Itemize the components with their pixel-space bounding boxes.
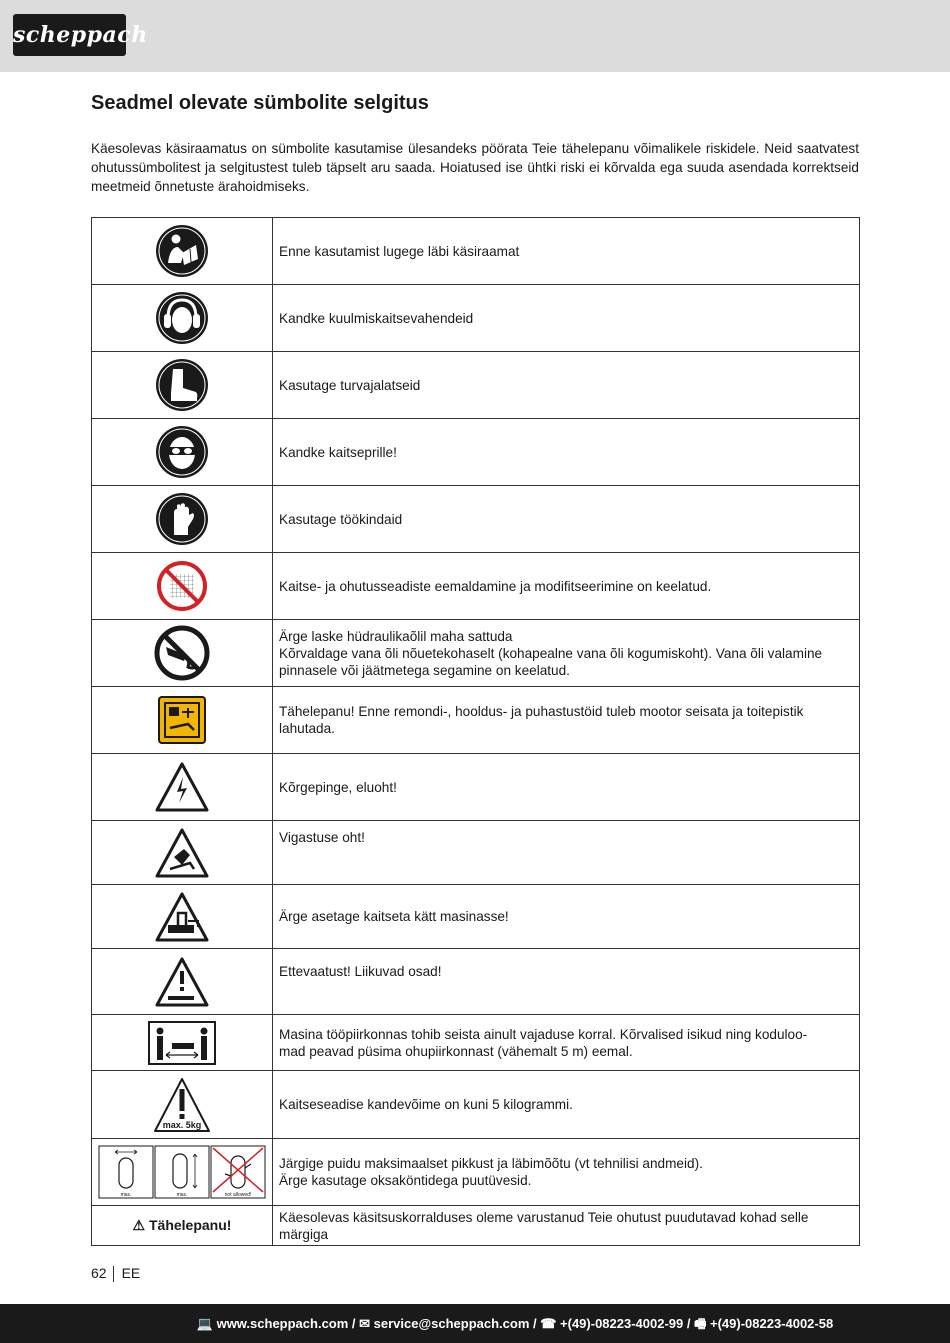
table-row	[92, 352, 860, 419]
row-description: Kandke kuulmiskaitsevahendeid	[273, 285, 860, 352]
page-title: Seadmel olevate sümbolite selgitus	[91, 92, 429, 114]
safety-boots-icon	[92, 352, 273, 419]
moving-parts-icon	[92, 949, 273, 1015]
table-row	[92, 486, 860, 553]
max-load-label: max. 5kg	[162, 1119, 202, 1130]
page-language: EE	[121, 1265, 141, 1281]
wood-label-max-length: max.	[176, 1192, 188, 1198]
row-description: Tähelepanu! Enne remondi-, hooldus- ja puhastustöid tuleb mootor seisata ja toitepistik lahutada.	[273, 687, 860, 754]
attention-icon	[92, 1206, 273, 1246]
wood-label-not-allowed: not allowed!	[224, 1192, 252, 1198]
row-description: Kasutage töökindaid	[273, 486, 860, 553]
row-description: Kandke kaitseprille!	[273, 419, 860, 486]
no-guard-removal-icon	[92, 553, 273, 620]
read-manual-icon	[92, 218, 273, 285]
intro-paragraph: Käesolevas käsiraamatus on sümbolite kasutamise ülesandeks pöörata Teie tähelepanu võimalikele riskidele. Neid saatvatest ohutussümbolitest ja selgitustest tuleb täpselt aru saada. Hoiatused ise ühtki riski ei kõrvalda ega suuda asendada korrektseid meetmeid õnnetuste ärahoidmiseks.	[91, 141, 859, 194]
table-row	[92, 821, 860, 885]
row-description: Kõrgepinge, eluoht!	[273, 754, 860, 821]
table-row	[92, 1071, 860, 1139]
page-number	[91, 1265, 140, 1282]
high-voltage-icon	[92, 754, 273, 821]
table-row	[92, 1139, 860, 1206]
page-number-value: 62	[91, 1265, 107, 1281]
hand-in-machine-icon	[92, 885, 273, 949]
no-oil-spill-icon	[92, 620, 273, 687]
page-number-separator	[113, 1266, 114, 1282]
table-row	[92, 419, 860, 486]
table-row	[92, 620, 860, 687]
row-description: Ettevaatust! Liikuvad osad!	[273, 949, 860, 1015]
work-area-icon	[92, 1015, 273, 1071]
injury-hazard-icon	[92, 821, 273, 885]
row-description: Kasutage turvajalatseid	[273, 352, 860, 419]
unplug-before-maintenance-icon	[92, 687, 273, 754]
table-row	[92, 1206, 860, 1246]
table-row	[92, 687, 860, 754]
row-description: Kaitse- ja ohutusseadiste eemaldamine ja modifitseerimine on keelatud.	[273, 553, 860, 620]
max-load-icon	[92, 1071, 273, 1139]
ear-protection-icon	[92, 285, 273, 352]
row-description: Enne kasutamist lugege läbi käsiraamat	[273, 218, 860, 285]
page-header	[0, 0, 950, 72]
row-description: Masina tööpiirkonnas tohib seista ainult vajaduse korral. Kõrvalised isikud ning koduloo- mad peavad püsima ohupiirkonnast (vähemalt 5 m) eemal.	[273, 1015, 860, 1071]
table-row	[92, 754, 860, 821]
page-footer: 💻 www.scheppach.com / ✉ service@scheppach.com / ☎ +(49)-08223-4002-99 / 🖷 +(49)-08223-4002-58	[0, 1304, 950, 1343]
row-description: Ärge laske hüdraulikaõlil maha sattuda Kõrvaldage vana õli nõuetekohaselt (kohapealne vana õli kogumiskoht). Vana õli valamine pinnasele või jäätmetega segamine on keelatud.	[273, 620, 860, 687]
table-row	[92, 949, 860, 1015]
row-description: Järgige puidu maksimaalset pikkust ja läbimõõtu (vt tehnilisi andmeid). Ärge kasutage oksaköntidega puutüvesid.	[273, 1139, 860, 1206]
attention-label: ⚠ Tähelepanu!	[132, 1217, 232, 1233]
row-description: Vigastuse oht!	[273, 821, 860, 885]
table-row	[92, 1015, 860, 1071]
safety-goggles-icon	[92, 419, 273, 486]
wood-label-max-width: max.	[120, 1192, 132, 1198]
row-description: Käesolevas käsitsuskorralduses oleme varustanud Teie ohutust puudutavad kohad selle märgiga	[273, 1206, 860, 1246]
symbol-table	[91, 217, 860, 1246]
wood-size-icon	[92, 1139, 273, 1206]
table-row	[92, 885, 860, 949]
row-description: Ärge asetage kaitseta kätt masinasse!	[273, 885, 860, 949]
table-row	[92, 553, 860, 620]
table-row	[92, 285, 860, 352]
scheppach-logo: scheppach	[13, 14, 126, 56]
table-row	[92, 218, 860, 285]
row-description: Kaitseseadise kandevõime on kuni 5 kilogrammi.	[273, 1071, 860, 1139]
work-gloves-icon	[92, 486, 273, 553]
